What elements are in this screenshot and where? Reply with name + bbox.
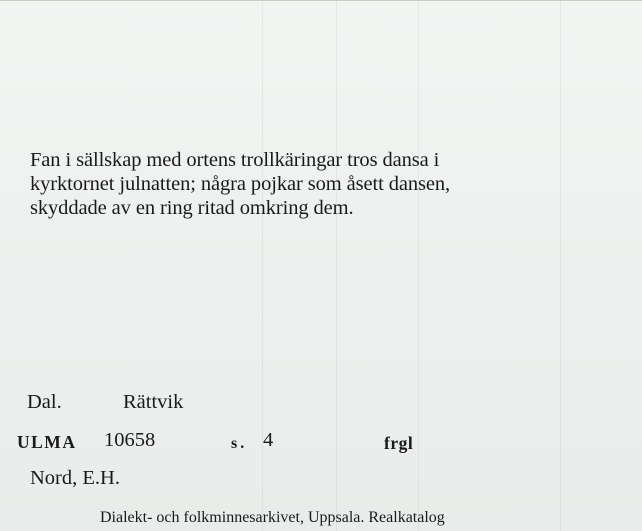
body-line-3: skyddade av en ring ritad omkring dem. <box>30 197 354 219</box>
record-number: 10658 <box>104 429 156 451</box>
archive-footer: Dialekt- och folkminnesarkivet, Uppsala. Realkatalog <box>100 509 445 526</box>
region-label: Dal. <box>27 391 62 413</box>
page-prefix: s. <box>231 435 248 452</box>
card-body-text <box>30 148 620 220</box>
archive-code: ULMA <box>17 432 77 452</box>
show-through-line <box>418 1 419 531</box>
collector-name: Nord, E.H. <box>30 467 120 489</box>
show-through-line <box>336 1 337 531</box>
body-line-2: kyrktornet julnatten; några pojkar som åsett dansen, <box>30 173 451 195</box>
show-through-line <box>560 1 561 531</box>
parish-label: Rättvik <box>123 391 184 413</box>
body-line-1: Fan i sällskap med ortens trollkäringar tros dansa i <box>30 149 440 171</box>
page-number: 4 <box>263 429 274 451</box>
category-code: frgl <box>384 433 414 453</box>
